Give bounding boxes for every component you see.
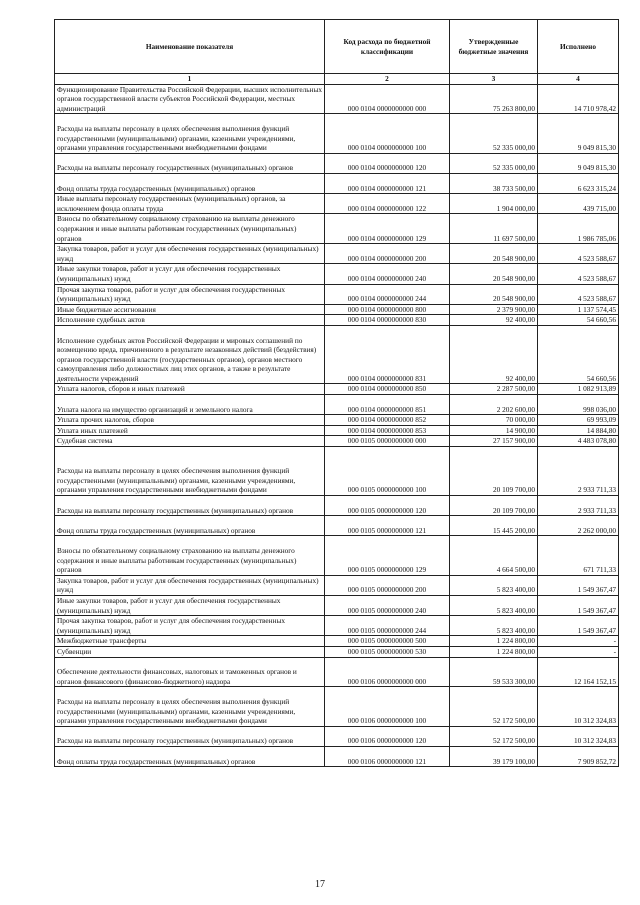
budget-code: 000 0104 0000000000 830 <box>325 315 450 326</box>
table-row <box>55 244 619 264</box>
row-name: Расходы на выплаты персоналу в целях обеспечения выполнения функций государственными (муниципальными) органами, казенными учреждениями, органами управления государственными внебюджетными фондами <box>55 687 325 726</box>
budget-code: 000 0104 0000000000 122 <box>325 194 450 214</box>
approved-amount: 20 109 700,00 <box>450 496 538 516</box>
executed-amount: 4 523 588,67 <box>538 284 619 304</box>
executed-amount: 14 884,80 <box>538 425 619 436</box>
table-row <box>55 636 619 647</box>
table-row <box>55 84 619 114</box>
budget-code: 000 0105 0000000000 121 <box>325 516 450 536</box>
budget-code: 000 0105 0000000000 244 <box>325 616 450 636</box>
table-row <box>55 496 619 516</box>
executed-amount: 2 933 711,33 <box>538 496 619 516</box>
approved-amount: 52 172 500,00 <box>450 726 538 746</box>
budget-code: 000 0104 0000000000 200 <box>325 244 450 264</box>
row-name: Расходы на выплаты персоналу государственных (муниципальных) органов <box>55 726 325 746</box>
approved-amount: 38 733 500,00 <box>450 173 538 193</box>
table-row <box>55 536 619 575</box>
approved-amount: 52 335 000,00 <box>450 153 538 173</box>
executed-amount: 2 933 711,33 <box>538 447 619 496</box>
row-name: Судебная система <box>55 436 325 447</box>
approved-amount: 5 823 400,00 <box>450 575 538 595</box>
row-name: Прочая закупка товаров, работ и услуг для обеспечения государственных (муниципальных) нужд <box>55 616 325 636</box>
row-name: Иные бюджетные ассигнования <box>55 304 325 315</box>
budget-code: 000 0104 0000000000 853 <box>325 425 450 436</box>
budget-execution-table <box>54 19 619 767</box>
budget-code: 000 0105 0000000000 240 <box>325 596 450 616</box>
table-row <box>55 657 619 687</box>
row-name: Иные закупки товаров, работ и услуг для обеспечения государственных (муниципальных) нужд <box>55 264 325 284</box>
table-row <box>55 687 619 726</box>
column-number: 1 <box>55 74 325 85</box>
header-executed: Исполнено <box>538 20 619 74</box>
budget-code: 000 0104 0000000000 244 <box>325 284 450 304</box>
row-name: Прочая закупка товаров, работ и услуг для обеспечения государственных (муниципальных) нужд <box>55 284 325 304</box>
executed-amount: 998 036,00 <box>538 395 619 415</box>
table-row <box>55 114 619 153</box>
budget-code: 000 0105 0000000000 200 <box>325 575 450 595</box>
executed-amount: 4 483 078,80 <box>538 436 619 447</box>
table-row <box>55 315 619 326</box>
column-number: 4 <box>538 74 619 85</box>
table-row <box>55 284 619 304</box>
budget-code: 000 0104 0000000000 831 <box>325 325 450 384</box>
executed-amount: 439 715,00 <box>538 194 619 214</box>
row-name: Расходы на выплаты персоналу в целях обеспечения выполнения функций государственными (муниципальными) органами, казенными учреждениями, органами управления государственными внебюджетными фондами <box>55 447 325 496</box>
executed-amount: 1 549 367,47 <box>538 596 619 616</box>
table-row <box>55 194 619 214</box>
row-name: Исполнение судебных актов Российской Федерации и мировых соглашений по возмещению вреда, причиненного в результате незаконных действий (бездействия) органов государственной власти (государственных органов), органов местного самоуправления либо должностных лиц этих органов, а также в результате деятельности учреждений <box>55 325 325 384</box>
approved-amount: 1 224 800,00 <box>450 636 538 647</box>
row-name: Расходы на выплаты персоналу государственных (муниципальных) органов <box>55 153 325 173</box>
budget-code: 000 0105 0000000000 530 <box>325 646 450 657</box>
row-name: Взносы по обязательному социальному страхованию на выплаты денежного содержания и иные выплаты работникам государственных (муниципальных) органов <box>55 214 325 244</box>
header-approved: Утвержденные бюджетные значения <box>450 20 538 74</box>
budget-code: 000 0106 0000000000 120 <box>325 726 450 746</box>
row-name: Обеспечение деятельности финансовых, налоговых и таможенных органов и органов финансового (финансово-бюджетного) надзора <box>55 657 325 687</box>
row-name: Уплата прочих налогов, сборов <box>55 415 325 426</box>
approved-amount: 59 533 300,00 <box>450 657 538 687</box>
budget-code: 000 0104 0000000000 852 <box>325 415 450 426</box>
executed-amount: 4 523 588,67 <box>538 244 619 264</box>
executed-amount: 7 909 852,72 <box>538 746 619 766</box>
budget-code: 000 0104 0000000000 240 <box>325 264 450 284</box>
table-row <box>55 616 619 636</box>
budget-code: 000 0105 0000000000 120 <box>325 496 450 516</box>
approved-amount: 92 400,00 <box>450 315 538 326</box>
executed-amount: - <box>538 636 619 647</box>
approved-amount: 52 335 000,00 <box>450 114 538 153</box>
table-row <box>55 153 619 173</box>
approved-amount: 2 379 900,00 <box>450 304 538 315</box>
budget-code: 000 0104 0000000000 129 <box>325 214 450 244</box>
table-row <box>55 415 619 426</box>
budget-code: 000 0104 0000000000 850 <box>325 384 450 395</box>
row-name: Фонд оплаты труда государственных (муниципальных) органов <box>55 173 325 193</box>
approved-amount: 5 823 400,00 <box>450 616 538 636</box>
approved-amount: 14 900,00 <box>450 425 538 436</box>
budget-code: 000 0106 0000000000 121 <box>325 746 450 766</box>
executed-amount: 9 049 815,30 <box>538 153 619 173</box>
budget-code: 000 0104 0000000000 851 <box>325 395 450 415</box>
header-code: Код расхода по бюджетной классификации <box>325 20 450 74</box>
approved-amount: 27 157 900,00 <box>450 436 538 447</box>
executed-amount: 1 082 913,89 <box>538 384 619 395</box>
row-name: Иные выплаты персоналу государственных (муниципальных) органов, за исключением фонда оплаты труда <box>55 194 325 214</box>
table-row <box>55 436 619 447</box>
budget-code: 000 0104 0000000000 121 <box>325 173 450 193</box>
budget-code: 000 0106 0000000000 000 <box>325 657 450 687</box>
executed-amount: 14 710 978,42 <box>538 84 619 114</box>
budget-code: 000 0104 0000000000 120 <box>325 153 450 173</box>
table-row <box>55 325 619 384</box>
approved-amount: 39 179 100,00 <box>450 746 538 766</box>
executed-amount: 10 312 324,83 <box>538 726 619 746</box>
column-number-row <box>55 74 619 85</box>
row-name: Субвенции <box>55 646 325 657</box>
row-name: Уплата налога на имущество организаций и земельного налога <box>55 395 325 415</box>
table-row <box>55 516 619 536</box>
executed-amount: 69 993,09 <box>538 415 619 426</box>
row-name: Функционирование Правительства Российской Федерации, высших исполнительных органов государственной власти субъектов Российской Федерации, местных администраций <box>55 84 325 114</box>
table-row <box>55 447 619 496</box>
executed-amount: 9 049 815,30 <box>538 114 619 153</box>
row-name: Исполнение судебных актов <box>55 315 325 326</box>
column-number: 3 <box>450 74 538 85</box>
table-row <box>55 596 619 616</box>
table-row <box>55 746 619 766</box>
approved-amount: 1 224 800,00 <box>450 646 538 657</box>
column-number: 2 <box>325 74 450 85</box>
approved-amount: 11 697 500,00 <box>450 214 538 244</box>
executed-amount: 54 660,56 <box>538 325 619 384</box>
approved-amount: 4 664 500,00 <box>450 536 538 575</box>
approved-amount: 2 287 500,00 <box>450 384 538 395</box>
executed-amount: 1 549 367,47 <box>538 575 619 595</box>
executed-amount: 54 660,56 <box>538 315 619 326</box>
row-name: Уплата налогов, сборов и иных платежей <box>55 384 325 395</box>
approved-amount: 15 445 200,00 <box>450 516 538 536</box>
table-row <box>55 646 619 657</box>
executed-amount: 10 312 324,83 <box>538 687 619 726</box>
row-name: Уплата иных платежей <box>55 425 325 436</box>
table-row <box>55 384 619 395</box>
budget-code: 000 0105 0000000000 100 <box>325 447 450 496</box>
executed-amount: 1 986 785,06 <box>538 214 619 244</box>
row-name: Расходы на выплаты персоналу в целях обеспечения выполнения функций государственными (муниципальными) органами, казенными учреждениями, органами управления государственными внебюджетными фондами <box>55 114 325 153</box>
row-name: Расходы на выплаты персоналу государственных (муниципальных) органов <box>55 496 325 516</box>
approved-amount: 5 823 400,00 <box>450 596 538 616</box>
approved-amount: 70 000,00 <box>450 415 538 426</box>
executed-amount: - <box>538 646 619 657</box>
row-name: Фонд оплаты труда государственных (муниципальных) органов <box>55 516 325 536</box>
approved-amount: 20 548 900,00 <box>450 284 538 304</box>
table-row <box>55 575 619 595</box>
row-name: Межбюджетные трансферты <box>55 636 325 647</box>
table-row <box>55 726 619 746</box>
table-row <box>55 173 619 193</box>
budget-code: 000 0106 0000000000 100 <box>325 687 450 726</box>
approved-amount: 20 548 900,00 <box>450 244 538 264</box>
page-number: 17 <box>315 879 325 890</box>
row-name: Фонд оплаты труда государственных (муниципальных) органов <box>55 746 325 766</box>
table-row <box>55 214 619 244</box>
budget-code: 000 0104 0000000000 000 <box>325 84 450 114</box>
table-row <box>55 304 619 315</box>
row-name: Иные закупки товаров, работ и услуг для обеспечения государственных (муниципальных) нужд <box>55 596 325 616</box>
row-name: Взносы по обязательному социальному страхованию на выплаты денежного содержания и иные выплаты работникам государственных (муниципальных) органов <box>55 536 325 575</box>
approved-amount: 2 202 600,00 <box>450 395 538 415</box>
executed-amount: 2 262 000,00 <box>538 516 619 536</box>
executed-amount: 6 623 315,24 <box>538 173 619 193</box>
approved-amount: 20 548 900,00 <box>450 264 538 284</box>
budget-code: 000 0105 0000000000 500 <box>325 636 450 647</box>
executed-amount: 12 164 152,15 <box>538 657 619 687</box>
budget-code: 000 0104 0000000000 800 <box>325 304 450 315</box>
table-body <box>55 84 619 767</box>
executed-amount: 1 137 574,45 <box>538 304 619 315</box>
budget-code: 000 0104 0000000000 100 <box>325 114 450 153</box>
table-row <box>55 425 619 436</box>
approved-amount: 1 904 000,00 <box>450 194 538 214</box>
approved-amount: 52 172 500,00 <box>450 687 538 726</box>
row-name: Закупка товаров, работ и услуг для обеспечения государственных (муниципальных) нужд <box>55 244 325 264</box>
budget-code: 000 0105 0000000000 129 <box>325 536 450 575</box>
table-row <box>55 264 619 284</box>
approved-amount: 92 400,00 <box>450 325 538 384</box>
executed-amount: 4 523 588,67 <box>538 264 619 284</box>
approved-amount: 75 263 800,00 <box>450 84 538 114</box>
header-name: Наименование показателя <box>55 20 325 74</box>
table-row <box>55 395 619 415</box>
row-name: Закупка товаров, работ и услуг для обеспечения государственных (муниципальных) нужд <box>55 575 325 595</box>
executed-amount: 1 549 367,47 <box>538 616 619 636</box>
budget-code: 000 0105 0000000000 000 <box>325 436 450 447</box>
table-header-row <box>55 20 619 74</box>
approved-amount: 20 109 700,00 <box>450 447 538 496</box>
executed-amount: 671 711,33 <box>538 536 619 575</box>
